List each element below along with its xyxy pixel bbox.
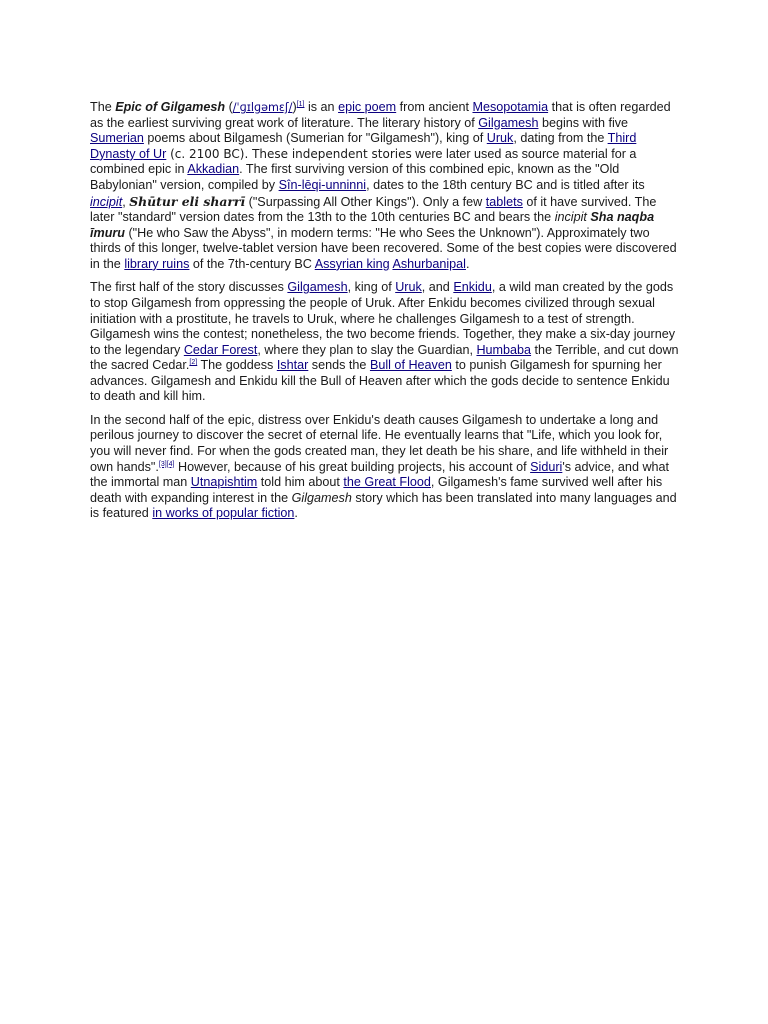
link-the-great-flood[interactable]: the Great Flood (343, 475, 431, 490)
text-run: ("He who Saw the Abyss", in modern terms: "He who Sees the Unknown"). Approximately two thirds of this longer, twelve-tablet version have been recovered. Some of the best copies were discovered in the (90, 225, 677, 271)
text-run: 's advice, and what the immortal man (90, 459, 670, 490)
text-run: of it have survived. The later "standard" version dates from the 13th to the 10th centuries BC and bears the (90, 194, 657, 225)
text-run: to punish Gilgamesh for spurning her advances. Gilgamesh and Enkidu kill the Bull of Heaven after which the gods decide to sentence Enkidu to death and kill him. (90, 358, 670, 404)
link-utnapishtim[interactable]: Utnapishtim (190, 475, 258, 490)
gilgamesh-italic: Gilgamesh (291, 490, 352, 505)
link-uruk[interactable]: Uruk (486, 131, 514, 146)
text-run: , Gilgamesh's fame survived well after his death with expanding interest in the (90, 475, 663, 505)
text-run: However, because of his great building projects, his account of (174, 459, 531, 474)
link-sumerian[interactable]: Sumerian (90, 131, 144, 146)
text-run: , a wild man created by the gods to stop Gilgamesh from oppressing the people of Uruk. After Enkidu becomes civilized through sexual initiation with a prostitute, he travels to Uruk, where he challenges Gilgamesh to a test of strength. Gilgamesh wins the contest; nonetheless, the two become friends. Together, they make a six-day journey to the legendary (90, 280, 675, 357)
paragraph-first-half (90, 280, 682, 405)
text-run: is an (304, 100, 339, 114)
link-library-ruins[interactable]: library ruins (124, 256, 190, 271)
citation-4-link[interactable]: [4] (166, 460, 175, 468)
link-sin-leqi-unninni[interactable]: Sîn-lēqi-unninni (278, 177, 367, 192)
text-run: . (465, 256, 470, 271)
text-run: The first half of the story discusses (90, 280, 288, 295)
link-incipit[interactable]: incipit (90, 194, 123, 209)
link-third-dynasty-of-ur[interactable]: Third Dynasty of Ur (90, 131, 637, 161)
text-run: begins with five (538, 115, 629, 130)
text-run: from ancient (396, 100, 473, 114)
citation-1-link[interactable]: [1] (296, 101, 305, 108)
text-run: ) (292, 100, 297, 114)
text-run: (c. 2100 BC). These independent stories (166, 146, 412, 161)
link-humbaba[interactable]: Humbaba (476, 342, 532, 357)
link-epic-poem[interactable]: epic poem (338, 100, 397, 114)
link-ishtar[interactable]: Ishtar (276, 358, 309, 373)
epic-title: Epic of Gilgamesh (115, 100, 226, 114)
article-body (90, 100, 682, 530)
text-run: The (90, 100, 116, 114)
link-enkidu[interactable]: Enkidu (453, 280, 492, 295)
text-run: that is often regarded as the earliest surviving great work of literature. The literary history of (90, 100, 671, 130)
text-run: were later used as source material for a combined epic in (90, 146, 637, 177)
link-ashurbanipal[interactable]: Ashurbanipal (392, 256, 466, 271)
text-run: , and (421, 280, 454, 295)
text-run: , (122, 194, 130, 209)
text-run: , dates to the 18th century BC and is titled after its (366, 177, 645, 192)
akkadian-title-shutur: Shūtur eli sharrī (129, 193, 246, 209)
text-run: , where they plan to slay the Guardian, (257, 342, 477, 357)
text-run: story which has been translated into many languages and is featured (90, 490, 677, 521)
text-run: . The first surviving version of this combined epic, known as the "Old Babylonian" version, compiled by (90, 162, 620, 192)
text-run: of the 7th-century BC (189, 256, 315, 271)
citation-3[interactable] (159, 461, 167, 468)
paragraph-second-half (90, 413, 682, 522)
link-gilgamesh[interactable]: Gilgamesh (478, 115, 539, 130)
link-cedar-forest[interactable]: Cedar Forest (183, 342, 258, 357)
text-run: sends the (308, 358, 370, 373)
text-run: the Terrible, and cut down the sacred Cedar. (90, 342, 679, 373)
link-uruk[interactable]: Uruk (395, 280, 422, 295)
link-tablets[interactable]: tablets (485, 194, 523, 209)
text-run: . (294, 506, 298, 521)
citation-3-link[interactable]: [3] (158, 460, 167, 468)
text-run: , dating from the (513, 131, 608, 146)
link-assyrian-king[interactable]: Assyrian king (314, 256, 390, 271)
text-run: told him about (257, 475, 344, 490)
akkadian-title-sha-naqba: Sha naqba īmuru (90, 210, 655, 240)
citation-2-link[interactable]: [2] (189, 359, 198, 367)
link-mesopotamia[interactable]: Mesopotamia (472, 100, 549, 114)
text-run: In the second half of the epic, distress over Enkidu's death causes Gilgamesh to undertake a long and perilous journey to discover the secret of eternal life. He eventually learns that "Life, which you look for, you will never find. For when the gods created man, they let death be his share, and life withheld in their own hands". (90, 412, 669, 474)
link-akkadian[interactable]: Akkadian (187, 162, 240, 177)
link-popular-fiction[interactable]: in works of popular fiction (152, 506, 295, 521)
text-run: , king of (347, 280, 396, 295)
paragraph-intro (90, 100, 682, 273)
text-run: The goddess (197, 358, 277, 373)
link-gilgamesh[interactable]: Gilgamesh (287, 280, 348, 295)
link-bull-of-heaven[interactable]: Bull of Heaven (369, 358, 452, 373)
link-siduri[interactable]: Siduri (530, 459, 563, 474)
ipa-pronunciation-link[interactable]: /ˈɡɪlɡəmɛʃ/ (232, 101, 293, 114)
text-run: ( (225, 100, 233, 114)
incipit-word: incipit (554, 210, 587, 225)
text-run: ("Surpassing All Other Kings"). Only a few (245, 194, 486, 209)
text-run: poems about Bilgamesh (Sumerian for "Gilgamesh"), king of (143, 131, 487, 146)
